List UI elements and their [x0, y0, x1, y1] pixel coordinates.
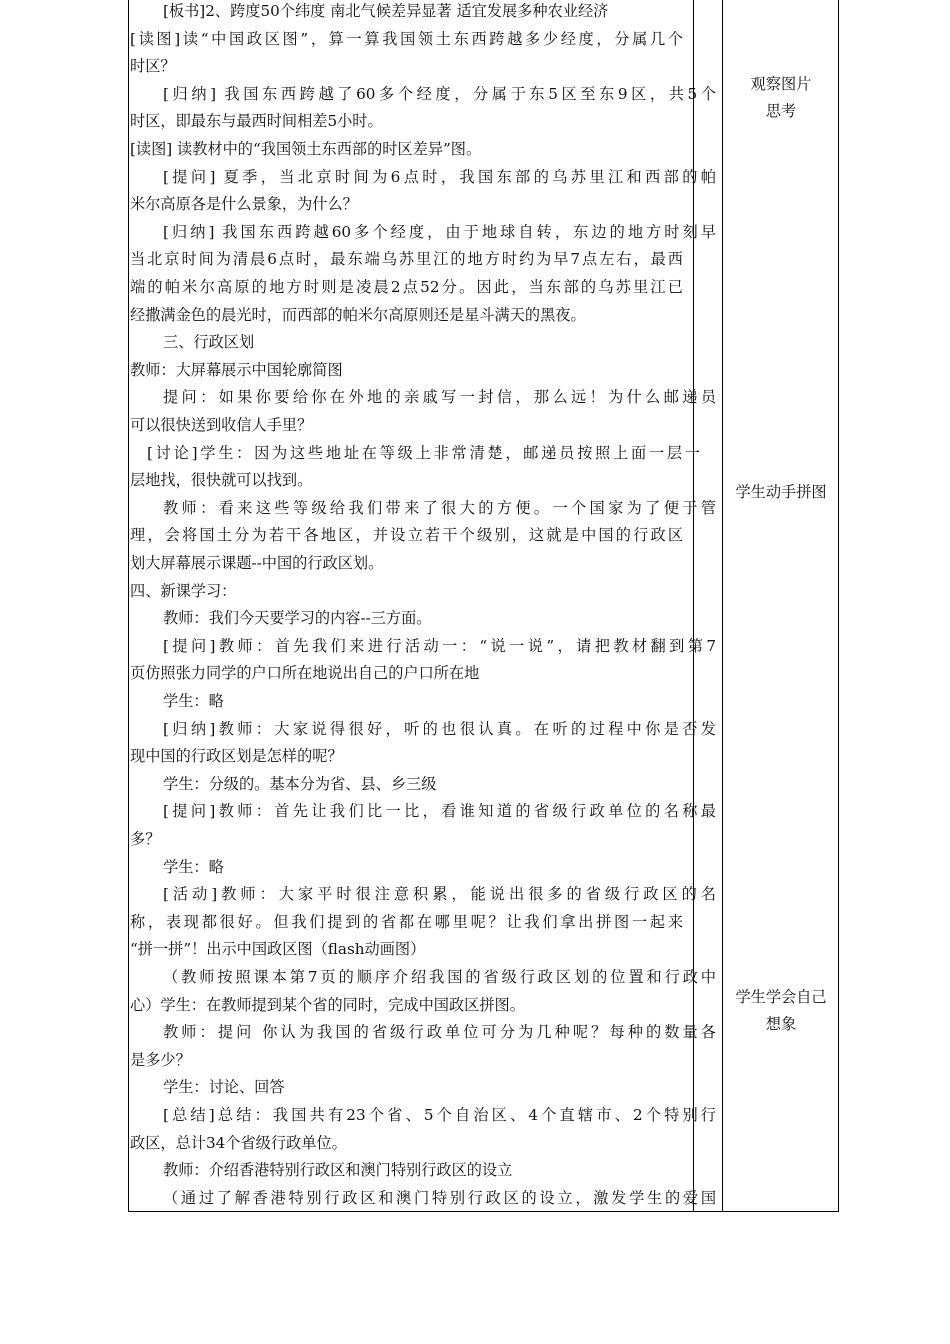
column-divider-2: [722, 0, 723, 1212]
text-line: [提问]教师：首先让我们比一比，看谁知道的省级行政单位的名称最: [163, 802, 716, 821]
text-line: 米尔高原各是什么景象，为什么？: [130, 195, 358, 214]
text-line: 学生：略: [163, 857, 224, 876]
side-note-puzzle: [724, 479, 838, 506]
side-note-observe: [724, 71, 838, 125]
text-line: [读图]读“中国政区图”，算一算我国领土东西跨越多少经度，分属几个: [130, 29, 683, 48]
text-line: 现中国的行政区划是怎样的呢？: [130, 747, 343, 766]
text-line: （教师按照课本第7页的顺序介绍我国的省级行政区划的位置和行政中: [163, 968, 716, 986]
text-line: 页仿照张力同学的户口所在地说出自己的户口所在地: [130, 664, 480, 683]
text-line: 划大屏幕展示课题--中国的行政区划。: [130, 554, 384, 572]
text-line: “拼一拼”！出示中国政区图（flash动画图）: [130, 940, 426, 959]
text-line: 教师：我们今天要学习的内容--三方面。: [163, 609, 432, 628]
text-line: 政区，总计34个省级行政单位。: [130, 1133, 347, 1152]
text-line: [归纳] 我国东西跨越60多个经度，由于地球自转，东边的地方时刻早: [163, 222, 716, 241]
text-line: [提问]教师：首先我们来进行活动一：“说一说”，请把教材翻到第7: [163, 636, 716, 655]
text-line: [活动]教师：大家平时很注意积累，能说出很多的省级行政区的名: [163, 885, 716, 904]
text-line: 可以很快送到收信人手里？: [130, 416, 313, 434]
text-line: 四、新课学习：: [130, 581, 237, 600]
text-line: 提问：如果你要给你在外地的亲戚写一封信，那么远！为什么邮递员: [163, 388, 716, 407]
text-line: 教师：介绍香港特别行政区和澳门特别行政区的设立: [163, 1161, 513, 1180]
text-line: 时区？: [130, 57, 176, 76]
side-note-line: 学生学会自己: [735, 988, 827, 1006]
text-line: 三、行政区划: [163, 333, 255, 352]
text-line: 心）学生：在教师提到某个省的同时，完成中国政区拼图。: [130, 995, 525, 1014]
side-note-line: 学生动手拼图: [735, 483, 827, 501]
text-line: 教师：提问 你认为我国的省级行政单位可分为几种呢？每种的数量各: [163, 1023, 716, 1042]
text-line: [板书]2、跨度50个纬度 南北气候差异显著 适宜发展多种农业经济: [163, 2, 609, 20]
side-note-line: 观察图片: [750, 75, 812, 93]
text-line: 称，表现都很好。但我们提到的省都在哪里呢？让我们拿出拼图一起来: [130, 912, 683, 931]
text-line: [总结]总结：我国共有23个省、5个自治区、4个直辖市、2个特别行: [163, 1106, 716, 1124]
text-line: [归纳] 我国东西跨越了60多个经度，分属于东5区至东9区，共5个: [163, 84, 716, 103]
text-line: [读图] 读教材中的“我国领土东西部的时区差异”图。: [130, 140, 482, 158]
text-line: 层地找，很快就可以找到。: [130, 471, 313, 490]
side-note-imagine: [724, 984, 838, 1038]
text-line: 经撒满金色的晨光时，而西部的帕米尔高原则还是星斗满天的黑夜。: [130, 305, 586, 324]
side-note-line: 想象: [765, 1015, 797, 1033]
text-line: [讨论]学生：因为这些地址在等级上非常清楚，邮递员按照上面一层一: [147, 443, 700, 462]
text-line: （通过了解香港特别行政区和澳门特别行政区的设立，激发学生的爱国: [163, 1188, 716, 1207]
text-line: 学生：讨论、回答: [163, 1078, 285, 1097]
text-line: 时区，即最东与最西时间相差5小时。: [130, 112, 383, 131]
text-line: [归纳]教师：大家说得很好，听的也很认真。在听的过程中你是否发: [163, 719, 716, 738]
text-line: 是多少？: [130, 1050, 191, 1069]
text-line: 端的帕米尔高原的地方时则是凌晨2点52分。因此，当东部的乌苏里江已: [130, 278, 683, 296]
text-line: 教师：大屏幕展示中国轮廓简图: [130, 360, 343, 379]
text-line: 教师：看来这些等级给我们带来了很大的方便。一个国家为了便于管: [163, 498, 716, 517]
side-note-line: 思考: [765, 102, 797, 120]
text-line: 多？: [130, 830, 161, 848]
text-line: 理，会将国土分为若干各地区，并设立若干个级别，这就是中国的行政区: [130, 526, 683, 545]
text-line: 当北京时间为清晨6点时，最东端乌苏里江的地方时约为早7点左右，最西: [130, 250, 683, 269]
text-line: 学生：分级的。基本分为省、县、乡三级: [163, 774, 437, 793]
text-line: [提问] 夏季，当北京时间为6点时，我国东部的乌苏里江和西部的帕: [163, 167, 716, 186]
text-line: 学生：略: [163, 692, 224, 710]
